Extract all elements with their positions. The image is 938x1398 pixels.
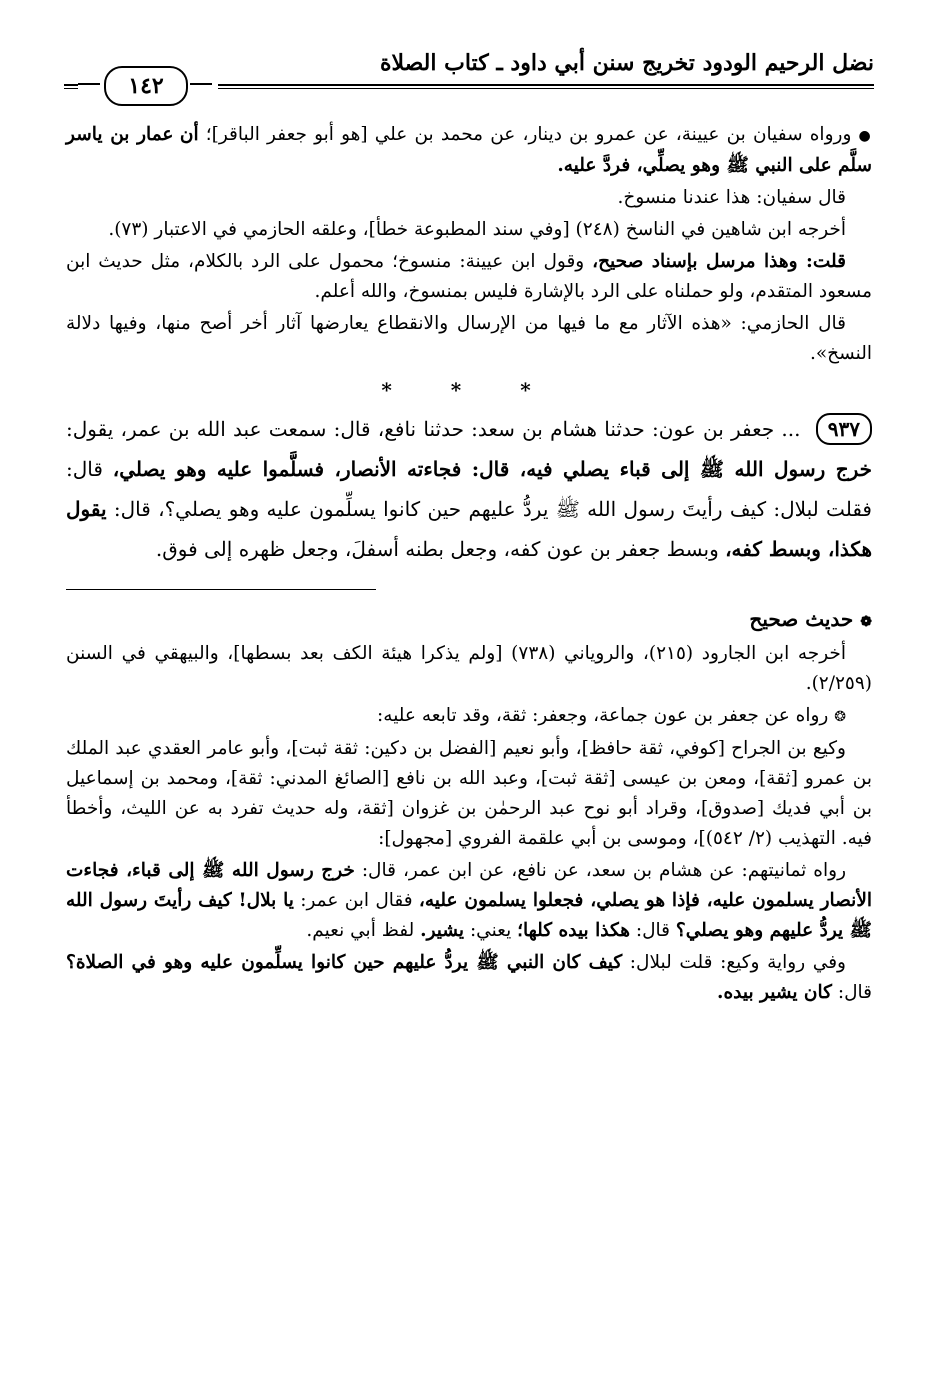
hadith-text [66,409,872,569]
paragraph-takhrij: أخرجه ابن الجارود (٢١٥)، والروياني (٧٣٨) [ولم يذكرا هيئة الكف بعد بسطها]، والبيهقي في السنن (٢/٢٥٩). [66,643,872,694]
bold-text: يشير. [420,920,465,941]
ornament-dash-left [78,83,100,85]
text: رواه عن جعفر بن عون جماعة، وجعفر: ثقة، وقد تابعه عليه: [377,705,829,726]
bold-text: يا بلال! كيف رأيتَ رسول الله ﷺ يردُّ عليهم وهو يصلي؟ [66,890,872,941]
paragraph-sufyan-narration [66,120,872,181]
text: يعني: [469,920,512,941]
bold-text: يقول هكذا، وبسط كفه، [66,497,872,561]
text: لفظ أبي نعيم. [306,920,415,941]
page-body [66,120,872,1010]
text: وفي رواية وكيع: قلت لبلال: [629,952,846,973]
paragraph-eight-narrators [66,856,872,946]
ornament-icon: ❁ [860,614,872,630]
footnote-separator [66,589,376,590]
text: ورواه سفيان بن عيينة، عن عمرو بن دينار، عن محمد بن علي [هو أبو جعفر الباقر]؛ [205,124,852,145]
text: وبسط جعفر بن عون كفه، وجعل بطنه أسفلَ، وجعل ظهره إلى فوق. [155,537,719,561]
page-header [64,44,874,108]
page-number: ١٤٢ [104,66,188,106]
paragraph-sufyan-quote: قال سفيان: هذا عندنا منسوخ. [617,187,846,208]
grading-heading [66,604,872,637]
text: قال: [837,982,872,1003]
text: رواه ثمانيتهم: عن هشام بن سعد، عن نافع، عن ابن عمر، قال: [361,860,847,881]
text: وقول ابن عيينة: منسوخ؛ محمول على الرد بالكلام، مثل حديث ابن مسعود المتقدم، ولو حملناه على الرد بالإشارة فليس بمنسوخ، والله أعلم. [66,251,872,302]
bold-text: أن عمار بن ياسر سلَّم على النبي ﷺ وهو يصلِّي، فردَّ عليه. [66,124,872,176]
text: قال: [635,920,671,941]
page-number-ornament [78,66,218,106]
running-title: نضل الرحيم الودود تخريج سنن أبي داود ـ كتاب الصلاة [379,50,874,76]
bold-text: خرج رسول الله ﷺ إلى قباء، فجاءت الأنصار يسلمون عليه، فإذا هو يصلي، فجعلوا يسلمون عليه، [66,860,873,911]
paragraph-narrators-intro [66,701,872,732]
bold-text: خرج رسول الله ﷺ إلى قباء يصلي فيه، قال: فجاءته الأنصار، فسلَّموا عليه وهو يصلي، [112,457,873,481]
paragraph-author-comment [66,247,872,307]
bullet-icon: ❂ [834,709,846,725]
bold-text: كيف كان النبي ﷺ يردُّ عليهم حين كانوا يسلِّمون عليه وهو في الصلاة؟ [66,952,623,973]
ornament-dash-right [190,83,212,85]
hadith-number: ٩٣٧ [816,413,872,445]
paragraph-narrators-list: وكيع بن الجراح [كوفي، ثقة حافظ]، وأبو نعيم [الفضل بن دكين: ثقة ثبت]، وأبو عامر العقدي عبد الملك بن عمرو [ثقة]، ومعن بن عيسى [ثقة ثبت]، وعبد الله بن نافع [الصائغ المدني: ثقة]، ومحمد بن إسماعيل بن أبي فديك [صدوق]، وقراد أبو نوح عبد الرحمٰن بن غزوان [ثقة، وله حديث تفرد به عن الليث، وأخطأ فيه. التهذيب (٢/ ٥٤٢)]، وموسى بن أبي علقمة الفروي [مجهول]: [66,738,872,849]
text: فقال ابن عمر: [300,890,413,911]
section-divider-stars: * * * [381,378,557,402]
paragraph-waki-narration [66,948,872,1008]
bold-text: كان يشير بيده. [717,982,832,1003]
bold-text: هكذا بيده كلها؛ [517,920,630,941]
bold-text: قلت: وهذا مرسل بإسناد صحيح، [592,251,846,272]
text: ... جعفر بن عون: حدثنا هشام بن سعد: حدثنا نافع، قال: سمعت عبد الله بن عمر، يقول: [66,417,801,441]
text: قال: فقلت لبلال: كيف رأيتَ رسول الله ﷺ يردُّ عليهم حين كانوا يسلِّمون عليه وهو يصلي؟، قال: [66,457,872,521]
bullet-icon: ● [858,128,872,144]
paragraph-hazimi-quote: قال الحازمي: «هذه الآثار مع ما فيها من الإرسال والانقطاع يعارضها آثار أخر أصح منها، وفيها دلالة النسخ». [66,313,872,364]
heading-text: حديث صحيح [749,607,854,631]
paragraph-takhrij-shahin: أخرجه ابن شاهين في الناسخ (٢٤٨) [وفي سند المطبوعة خطأ]، وعلقه الحازمي في الاعتبار (٧٣). [108,219,846,240]
